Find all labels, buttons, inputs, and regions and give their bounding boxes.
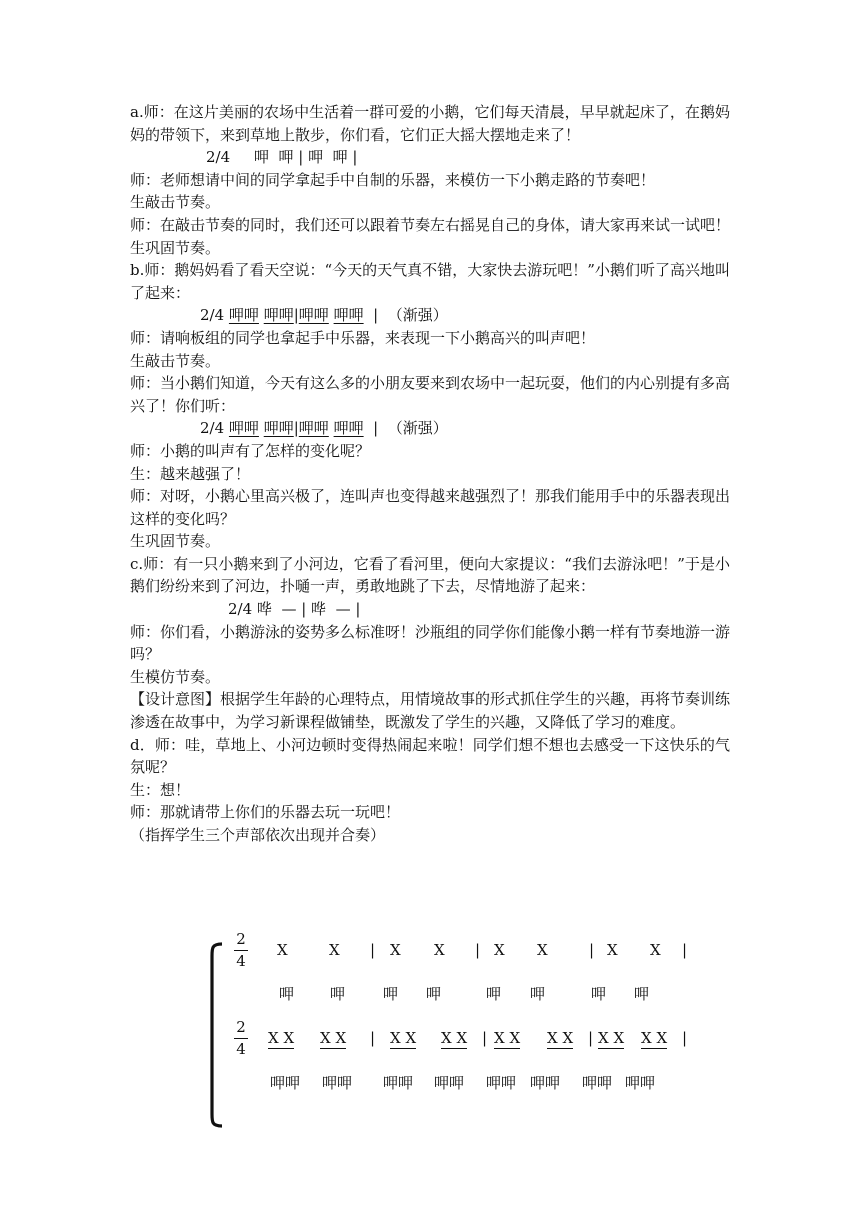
paragraph: 师：在敲击节奏的同时，我们还可以跟着节奏左右摇晃自己的身体，请大家再来试一试吧！ [130,215,731,234]
rhythm-line: 2/4 哗 — | 哗 — | [228,600,361,619]
rhythm-line: 2/4 呷 呷 | 呷 呷 | [206,148,358,167]
lyric: 呷呷 [625,1074,656,1092]
paragraph: b.师：鹅妈妈看了看天空说：“今天的天气真不错，大家快去游玩吧！”小鹅们听了高兴地叫了起来： [130,261,730,302]
lyric: 呷 [591,985,607,1003]
score-brace [200,942,230,1128]
time-signature-denominator: 4 [236,1040,246,1058]
beat-group: 呷呷 [298,306,329,325]
note-pair: X X [320,1029,347,1047]
lyric: 呷呷 [322,1074,353,1092]
note-pair: X X [641,1029,668,1047]
paragraph: 生敲击节奏。 [130,351,221,370]
note: X [607,941,618,959]
note-pair: X X [441,1029,468,1047]
lyric: 呷 [279,985,295,1003]
bar-line: | [588,1029,594,1047]
paragraph: 师：你们看，小鹅游泳的姿势多么标准呀！沙瓶组的同学你们能像小鹅一样有节奏地游一游吗？ [130,622,731,664]
time-signature [234,930,248,971]
note: X [650,941,661,959]
bar-line: | [370,1029,376,1047]
beat-group: 呷呷 [228,419,259,438]
note-pair: X X [494,1029,521,1047]
paragraph: 生敲击节奏。 [130,193,221,212]
note: X [494,941,505,959]
beat-group: 呷呷 [263,419,294,438]
time-signature [234,1018,248,1059]
beat-group: 呷呷 [228,306,259,325]
beat-group: 呷呷 [333,306,364,325]
lyric: 呷 [486,985,502,1003]
lyric: 呷 [330,985,346,1003]
bar-line: | [482,1029,488,1047]
lyric: 呷呷 [270,1074,301,1092]
paragraph: 师：那就请带上你们的乐器去玩一玩吧！ [130,803,401,822]
time-signature-numerator: 2 [236,930,246,948]
time-signature-text: 2/4 [200,306,229,325]
paragraph: c.师：有一只小鹅来到了小河边，它看了看河里，便向大家提议：“我们去游泳吧！”于是小鹅们纷纷来到了河边，扑嗵一声，勇敢地跳了下去，尽情地游了起来： [130,554,730,596]
dynamic-marking: | （渐强） [363,419,448,438]
lyric: 呷呷 [434,1074,465,1092]
note: X [329,941,340,959]
bar-line: | [293,306,299,325]
note-pair: X X [268,1029,295,1047]
lyric: 呷 [383,985,399,1003]
paragraph: 师：请响板组的同学也拿起手中乐器，来表现一下小鹅高兴的叫声吧！ [130,328,596,347]
lyric: 呷呷 [486,1074,517,1092]
lyric: 呷 [530,985,546,1003]
bar-line: | [370,941,376,959]
paragraph: 生巩固节奏。 [130,532,221,551]
bar-line: | [589,941,595,959]
lyric: 呷呷 [530,1074,561,1092]
lyric: 呷呷 [383,1074,414,1092]
bar-line: | [682,941,688,959]
paragraph: 师：当小鹅们知道，今天有这么多的小朋友要来到农场中一起玩耍，他们的内心别提有多高兴了！你们听： [130,374,731,415]
paragraph: 生模仿节奏。 [130,667,221,686]
paragraph: 生巩固节奏。 [130,238,221,257]
note: X [537,941,548,959]
paragraph: 生：越来越强了！ [130,464,251,483]
paragraph: 师：对呀，小鹅心里高兴极了，连叫声也变得越来越强烈了！那我们能用手中的乐器表现出这样的变化吗？ [130,487,731,528]
paragraph: 师：老师想请中间的同学拿起手中自制的乐器，来模仿一下小鹅走路的节奏吧！ [130,170,656,189]
note: X [434,941,445,959]
beat-group: 呷呷 [333,419,364,438]
time-signature-denominator: 4 [236,952,246,970]
beat-group: 呷呷 [298,419,329,438]
time-signature-text: 2/4 [200,419,229,438]
paragraph: 师：小鹅的叫声有了怎样的变化呢？ [130,441,371,460]
lyric: 呷呷 [582,1074,613,1092]
bar-line: | [682,1029,688,1047]
dynamic-marking: | （渐强） [363,306,448,325]
paragraph: 【设计意图】根据学生年龄的心理特点，用情境故事的形式抓住学生的兴趣，再将节奏训练渗透在故事中，为学习新课程做铺垫，既激发了学生的兴趣，又降低了学习的难度。 [130,690,731,732]
time-signature-numerator: 2 [236,1018,246,1036]
bar-line: | [293,419,299,438]
paragraph: d．师：哇，草地上、小河边顿时变得热闹起来啦！同学们想不想也去感受一下这快乐的气氛呢？ [130,735,730,777]
paragraph: 生：想！ [130,780,191,799]
note-pair: X X [547,1029,574,1047]
lyric: 呷 [426,985,442,1003]
note: X [277,941,288,959]
note: X [390,941,401,959]
lyric: 呷 [634,985,650,1003]
beat-group: 呷呷 [263,306,294,325]
paragraph: （指挥学生三个声部依次出现并合奏） [130,826,386,844]
paragraph: a.师：在这片美丽的农场中生活着一群可爱的小鹅，它们每天清晨，早早就起床了，在鹅妈妈的带领下，来到草地上散步，你们看，它们正大摇大摆地走来了！ [130,103,730,144]
bar-line: | [475,941,481,959]
note-pair: X X [390,1029,417,1047]
note-pair: X X [598,1029,625,1047]
